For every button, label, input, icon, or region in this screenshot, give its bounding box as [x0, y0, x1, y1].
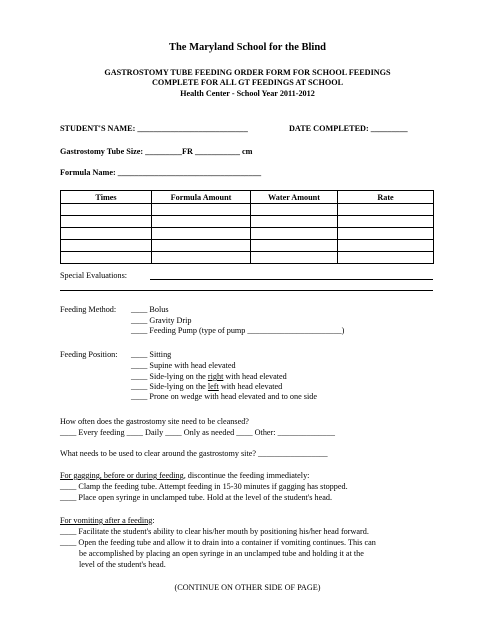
- form-title-line1: GASTROSTOMY TUBE FEEDING ORDER FORM FOR SCHOOL FEEDINGS: [104, 68, 391, 77]
- position-supine[interactable]: ____ Supine with head elevated: [131, 361, 236, 370]
- position-side-left[interactable]: ____ Side-lying on the left with head elevated: [131, 382, 283, 391]
- vomiting-item-position[interactable]: ____ Facilitate the student's ability to clear his/her mouth by positioning his/her head forward.: [60, 527, 369, 536]
- position-side-right[interactable]: ____ Side-lying on the right with head elevated: [131, 372, 287, 381]
- special-evaluations-label: Special Evaluations:: [60, 271, 128, 280]
- special-evaluations-line-2[interactable]: [60, 290, 433, 291]
- table-header-row: [61, 191, 434, 204]
- vomiting-heading: For vomiting after a feeding:: [60, 516, 155, 525]
- form-title-line2: COMPLETE FOR ALL GT FEEDINGS AT SCHOOL: [151, 78, 344, 87]
- vomiting-item-drain-cont2: level of the student's head.: [79, 560, 166, 569]
- tube-size-field[interactable]: Gastrostomy Tube Size: _________FR ___________ cm: [60, 147, 253, 156]
- student-name-field[interactable]: STUDENT'S NAME: ___________________________: [60, 124, 248, 133]
- position-prone[interactable]: ____ Prone on wedge with head elevated and to one side: [131, 392, 317, 401]
- col-water-amount: Water Amount: [251, 191, 338, 204]
- table-row[interactable]: [61, 204, 434, 216]
- date-completed-field[interactable]: DATE COMPLETED: _________: [289, 124, 408, 133]
- school-title: The Maryland School for the Blind: [168, 42, 327, 53]
- gagging-item-syringe[interactable]: ____ Place open syringe in unclamped tube. Hold at the level of the student's head.: [60, 493, 333, 502]
- clean-with-question[interactable]: What needs to be used to clear around the gastrostomy site? _________________: [60, 449, 328, 458]
- col-times: Times: [61, 191, 152, 204]
- continue-footer: (CONTINUE ON OTHER SIDE OF PAGE): [174, 583, 321, 592]
- form-title-line3: Health Center - School Year 2011-2012: [180, 89, 315, 98]
- cleanse-question: How often does the gastrostomy site need to be cleansed?: [60, 417, 249, 426]
- feeding-schedule-table: [60, 190, 434, 264]
- gagging-item-clamp[interactable]: ____ Clamp the feeding tube. Attempt feeding in 15-30 minutes if gagging has stopped.: [60, 482, 348, 491]
- vomiting-item-drain-cont: be accomplished by placing an open syringe in an unclamped tube and holding it at the: [79, 549, 364, 558]
- feeding-method-label: Feeding Method:: [60, 305, 117, 314]
- gagging-heading: For gagging, before or during feeding, discontinue the feeding immediately:: [60, 471, 310, 480]
- formula-name-field[interactable]: Formula Name: ___________________________________: [60, 168, 262, 177]
- table-row[interactable]: [61, 240, 434, 252]
- feeding-position-label: Feeding Position:: [60, 350, 118, 359]
- table-row[interactable]: [61, 216, 434, 228]
- vomiting-item-drain[interactable]: ____ Open the feeding tube and allow it to drain into a container if vomiting continues. This can: [60, 538, 376, 547]
- col-rate: Rate: [338, 191, 434, 204]
- method-gravity-drip[interactable]: ____ Gravity Drip: [131, 316, 192, 325]
- table-row[interactable]: [61, 228, 434, 240]
- special-evaluations-line[interactable]: [150, 279, 433, 280]
- method-bolus[interactable]: ____ Bolus: [131, 305, 169, 314]
- cleanse-options[interactable]: ____ Every feeding ____ Daily ____ Only as needed ____ Other: ______________: [60, 428, 335, 437]
- method-feeding-pump[interactable]: ____ Feeding Pump (type of pump _______________________): [131, 326, 345, 335]
- col-formula-amount: Formula Amount: [152, 191, 251, 204]
- table-row[interactable]: [61, 252, 434, 264]
- position-sitting[interactable]: ____ Sitting: [131, 350, 172, 359]
